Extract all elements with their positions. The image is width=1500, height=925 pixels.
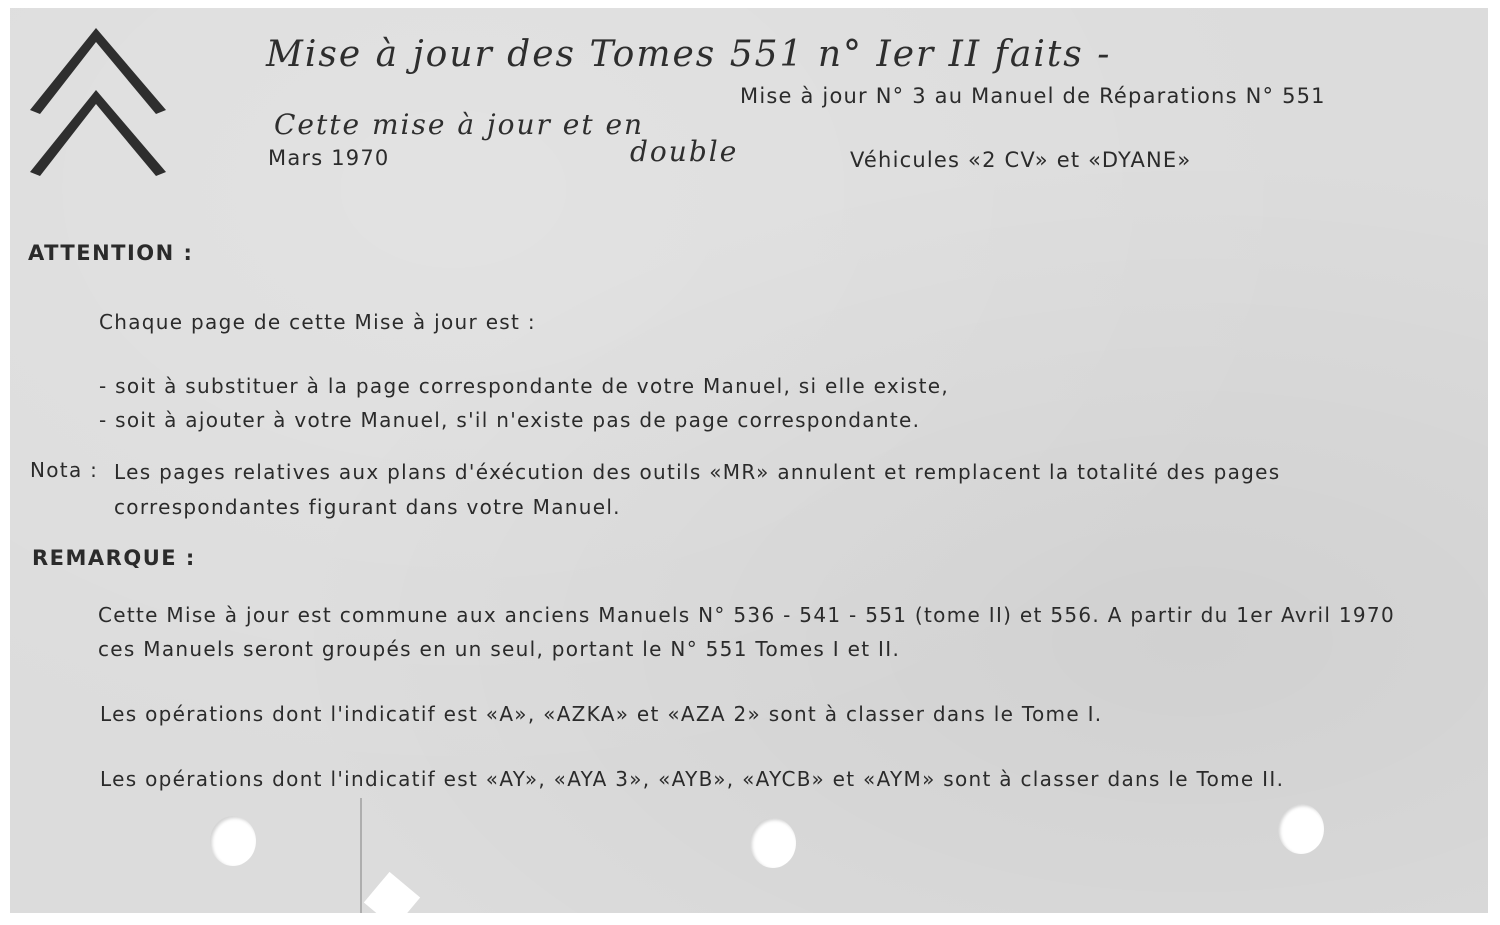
remarque-paragraph-line: ces Manuels seront groupés en un seul, portant le N° 551 Tomes I et II.	[98, 637, 901, 661]
paper-tear	[364, 872, 420, 913]
nota-text-line: correspondantes figurant dans votre Manuel.	[114, 495, 621, 519]
remarque-heading: REMARQUE :	[32, 546, 196, 570]
punch-hole	[210, 816, 256, 866]
punch-hole	[750, 818, 796, 868]
citroen-chevron-logo	[24, 22, 174, 182]
punch-hole	[1278, 804, 1324, 854]
handwritten-note-line-2: Cette mise à jour et en	[274, 108, 645, 141]
attention-intro: Chaque page de cette Mise à jour est :	[99, 310, 536, 334]
attention-heading: ATTENTION :	[28, 241, 194, 265]
remarque-paragraph: Les opérations dont l'indicatif est «A», «AZKA» et «AZA 2» sont à classer dans le Tome I.	[100, 702, 1103, 726]
attention-bullet: - soit à substituer à la page correspondante de votre Manuel, si elle existe,	[99, 374, 949, 398]
handwritten-note-line-1: Mise à jour des Tomes 551 n° Ier II faits -	[266, 34, 1112, 75]
remarque-paragraph-line: Cette Mise à jour est commune aux anciens Manuels N° 536 - 541 - 551 (tome II) et 556. A partir du 1er Avril 1970	[98, 603, 1395, 627]
attention-bullet: - soit à ajouter à votre Manuel, s'il n'existe pas de page correspondante.	[99, 408, 921, 432]
document-page	[10, 8, 1488, 913]
lower-chevron	[30, 90, 166, 176]
document-date: Mars 1970	[268, 146, 390, 170]
paper-crease	[360, 798, 362, 913]
handwritten-note-line-3: double	[630, 135, 739, 168]
update-title: Mise à jour N° 3 au Manuel de Réparations N° 551	[740, 84, 1326, 108]
nota-label: Nota :	[30, 458, 99, 482]
nota-text-line: Les pages relatives aux plans d'éxécution des outils «MR» annulent et remplacent la totalité des pages	[114, 460, 1281, 484]
vehicles-line: Véhicules «2 CV» et «DYANE»	[850, 148, 1192, 172]
remarque-paragraph: Les opérations dont l'indicatif est «AY», «AYA 3», «AYB», «AYCB» et «AYM» sont à classer dans le Tome II.	[100, 767, 1285, 791]
